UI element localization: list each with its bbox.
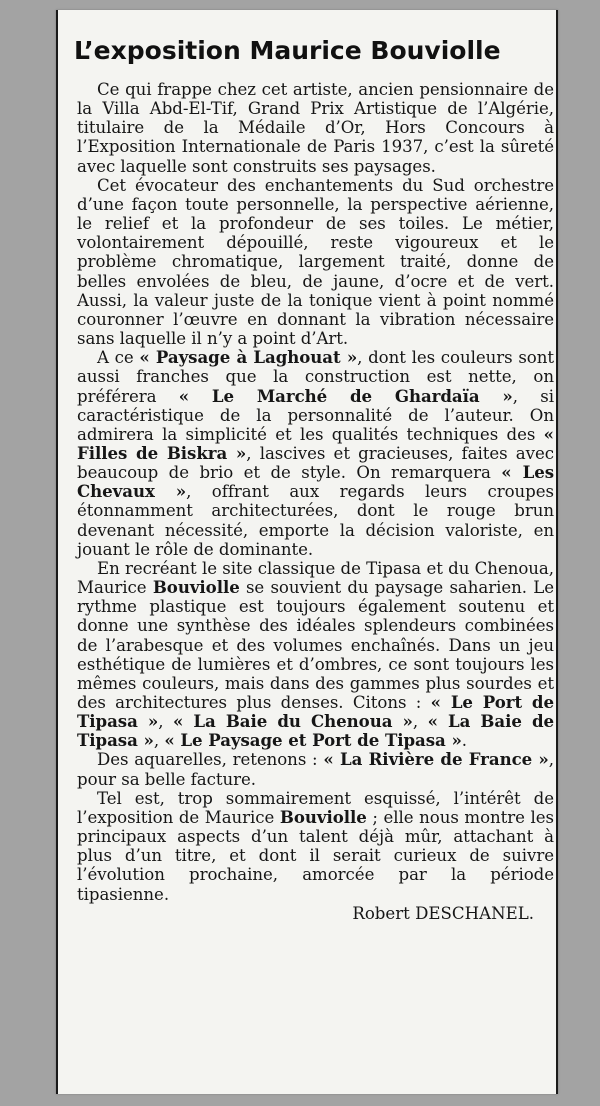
- paragraph-5: [77, 750, 554, 788]
- column-rule-right: [556, 10, 558, 1094]
- bold-text-run: « Le Marché de Ghardaïa »: [178, 385, 513, 406]
- text-run: A ce: [97, 348, 140, 368]
- bold-text-run: Bouviolle: [279, 806, 367, 827]
- text-run: , offrant aux regards leurs croupes étonnamment architecturées, dont le rouge brun devenant nécessité, emporte la décision valoriste, en jouant le rôle de dominante.: [77, 482, 554, 559]
- text-run: ,: [158, 712, 174, 732]
- bold-text-run: « Filles de Biskra »: [77, 423, 554, 463]
- bold-text-run: « La Rivière de France »: [323, 749, 549, 770]
- text-run: ; elle nous montre les principaux aspects d’un talent déjà mûr, attachant à plus d’un titre, et dont il serait curieux de suivre l’évolution prochaine, amorcée par la période tipasienne.: [77, 807, 554, 904]
- text-run: se souvient du paysage saharien. Le rythme plastique est toujours également soutenu et donne une synthèse des idéales splendeurs combinées de l’arabesque et des volumes enchaînés. Dans un jeu esthétique de lumières et d’ombres, ce sont toujours les mêmes couleurs, mais dans des gammes plus sourdes et des architectures plus denses. Citons :: [77, 578, 554, 712]
- text-run: Cet évocateur des enchantements du Sud orchestre d’une façon toute personnelle, la perspective aérienne, le relief et la profondeur de ses toiles. Le métier, volontairement dépouillé, reste vigoureux et le problème chromatique, largement traité, donne de belles envolées de bleu, de jaune, d’ocre et de vert. Aussi, la valeur juste de la tonique vient à point nommé couronner l’œuvre en donnant la vibration nécessaire sans laquelle il n’y a point d’Art.: [77, 175, 554, 349]
- article-title: L’exposition Maurice Bouviolle: [74, 36, 501, 65]
- bold-text-run: « Le Port de Tipasa »: [77, 692, 554, 732]
- text-run: En recréant le site classique de Tipasa et du Chenoua, Maurice: [77, 558, 554, 598]
- text-run: Tel est, trop sommairement esquissé, l’intérêt de l’exposition de Maurice: [77, 788, 554, 827]
- bold-text-run: « Les Chevaux »: [77, 462, 555, 502]
- bold-text-run: « La Baie du Chenoua »: [173, 711, 413, 732]
- bold-text-run: « La Baie de Tipasa »: [77, 711, 555, 751]
- text-run: ,: [412, 712, 428, 732]
- text-run: ,: [153, 731, 165, 751]
- paragraph-3: [77, 348, 554, 559]
- text-run: , dont les couleurs sont aussi franches que la construction est nette, on préférera: [77, 348, 554, 406]
- article-body: [77, 80, 554, 923]
- text-run: , lascives et gracieuses, faites avec beaucoup de brio et de style. On remarquera: [77, 443, 554, 483]
- paragraph-1: [77, 80, 554, 176]
- paragraph-4: [77, 559, 554, 751]
- column-rule-left: [56, 10, 58, 1094]
- bold-text-run: « Paysage à Laghouat »: [139, 347, 358, 368]
- newspaper-clipping: [56, 10, 558, 1094]
- text-run: .: [461, 731, 468, 751]
- paragraph-6: [77, 789, 554, 904]
- bold-text-run: « Le Paysage et Port de Tipasa »: [164, 730, 462, 751]
- text-run: , si caractéristique de la personnalité de l’auteur. On admirera la simplicité et les qualités techniques des: [77, 386, 554, 444]
- paragraph-2: [77, 176, 554, 348]
- author-signature: Robert DESCHANEL.: [352, 903, 534, 923]
- text-run: Ce qui frappe chez cet artiste, ancien pensionnaire de la Villa Abd-El-Tif, Grand Prix Artistique de l’Algérie, titulaire de la Médaile d’Or, Hors Concours à l’Exposition Internationale de Paris 1937, c’est la sûreté avec laquelle sont construits ses paysages.: [77, 80, 554, 176]
- text-run: , pour sa belle facture.: [77, 750, 554, 789]
- text-run: Des aquarelles, retenons :: [97, 750, 324, 770]
- bold-text-run: Bouviolle: [152, 577, 240, 598]
